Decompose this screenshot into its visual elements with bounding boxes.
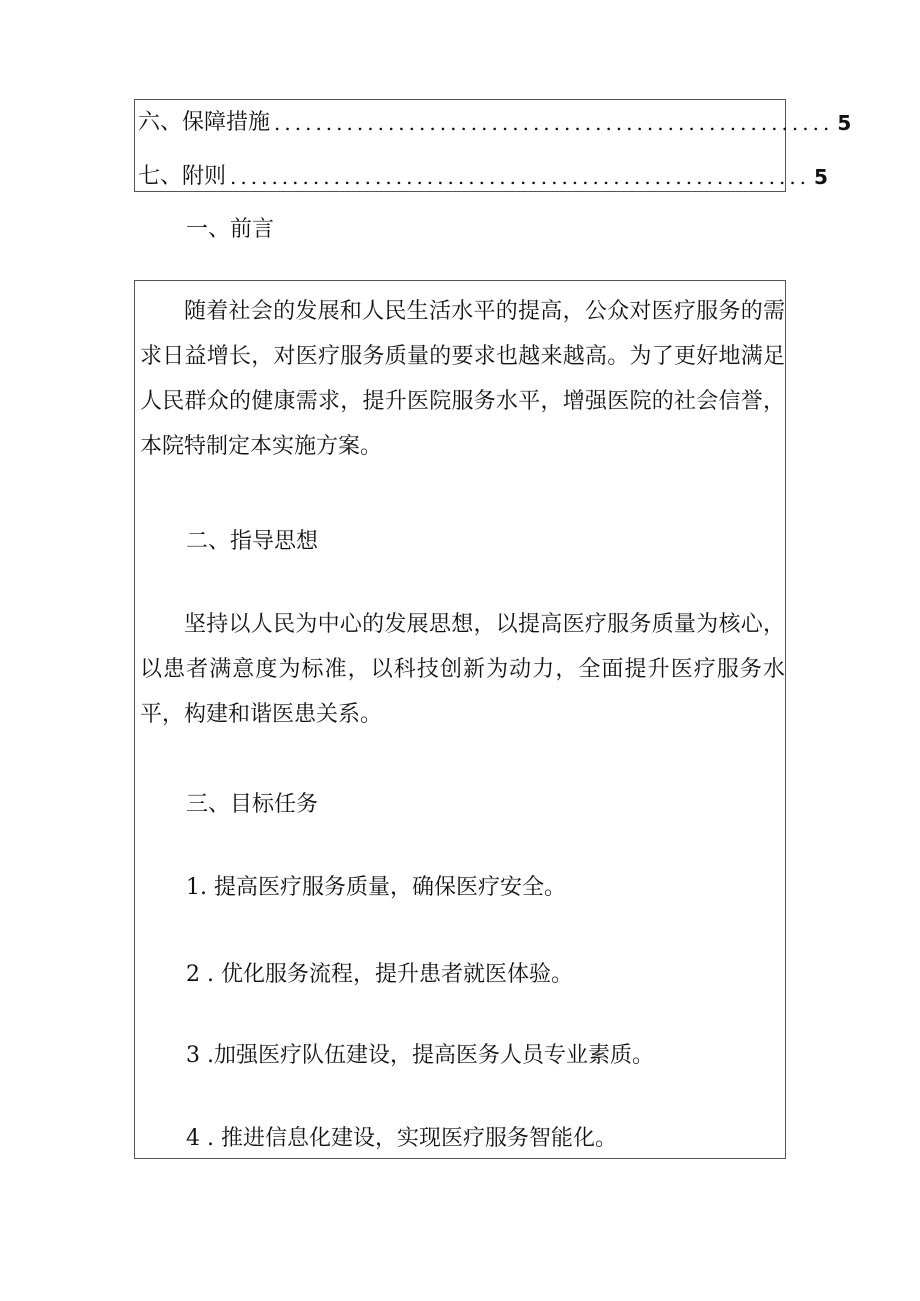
toc-leader-dots: ........................................................: [230, 165, 811, 189]
toc-entry-safeguards[interactable]: [135, 108, 852, 138]
goal-item: 4 . 推进信息化建设，实现医疗服务智能化。: [186, 1126, 617, 1151]
toc-leader-dots: ......................................................: [274, 111, 834, 135]
toc-page-number: 5: [837, 111, 852, 135]
toc-entry-label: 七、附则: [138, 164, 227, 189]
section-heading-guiding: 二、指导思想: [186, 529, 319, 554]
toc-page-number: 5: [814, 165, 828, 189]
guiding-paragraph: 坚持以人民为中心的发展思想，以提高医疗服务质量为核心，以患者满意度为标准，以科技创新为动力，全面提升医疗服务水平，构建和谐医患关系。: [140, 612, 785, 727]
table-of-contents: [134, 99, 852, 192]
goal-item: 3 .加强医疗队伍建设，提高医务人员专业素质。: [186, 1043, 654, 1068]
goal-item: 1. 提高医疗服务质量，确保医疗安全。: [186, 875, 566, 900]
section-heading-intro: 一、前言: [186, 217, 275, 242]
toc-entry-label: 六、保障措施: [138, 110, 271, 135]
goal-item: 2 . 优化服务流程，提升患者就医体验。: [186, 962, 573, 987]
toc-entry-supplementary[interactable]: [135, 162, 828, 192]
intro-paragraph: 随着社会的发展和人民生活水平的提高，公众对医疗服务的需求日益增长，对医疗服务质量的要求也越来越高。为了更好地满足人民群众的健康需求，提升医院服务水平，增强医院的社会信誉，本院特制定本实施方案。: [140, 299, 785, 459]
section-heading-goals: 三、目标任务: [186, 792, 319, 817]
